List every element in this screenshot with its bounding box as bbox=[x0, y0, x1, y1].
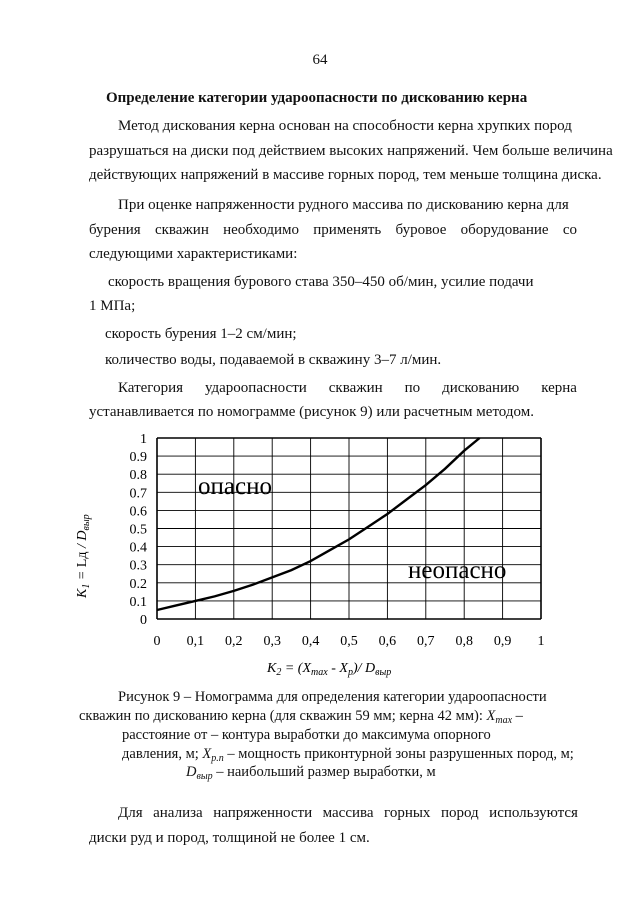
word: Для bbox=[118, 805, 143, 821]
region-label-safe: неопасно bbox=[408, 557, 507, 584]
word: буровое bbox=[395, 222, 447, 238]
section-heading: Определение категории удароопасности по дискованию керна bbox=[106, 90, 528, 106]
region-label-danger: опасно bbox=[198, 473, 272, 500]
x-tick-label: 0,3 bbox=[263, 634, 281, 649]
para4-line1 bbox=[118, 805, 578, 822]
y-tick-label: 0 bbox=[140, 613, 147, 628]
x-axis-label: $K_2 = (X_{max} - X_p)/$ $D_{выр}$ bbox=[267, 661, 392, 678]
word: скважин bbox=[328, 380, 383, 396]
para4-line2: диски руд и пород, толщиной не более 1 см. bbox=[89, 830, 370, 846]
caption-line3: расстояние от – контура выработки до максимума опорного bbox=[122, 727, 491, 743]
list-item-2: скорость бурения 1–2 см/мин; bbox=[105, 326, 297, 342]
word: керна bbox=[541, 380, 577, 396]
y-tick-label: 0.3 bbox=[129, 558, 147, 574]
y-tick-label: 0.7 bbox=[129, 486, 147, 502]
word: бурения bbox=[89, 222, 141, 238]
y-tick-label: 0.6 bbox=[129, 504, 147, 520]
page-number: 64 bbox=[312, 52, 328, 68]
caption-line5: $D_{выр}$ – наибольший размер выработки, м bbox=[186, 764, 436, 782]
para2-line3: следующими характеристиками: bbox=[89, 246, 298, 262]
word: анализа bbox=[153, 805, 203, 821]
word: оборудование bbox=[460, 222, 549, 238]
x-tick-label: 0,1 bbox=[186, 634, 205, 649]
x-tick-label: 0,7 bbox=[417, 634, 435, 649]
y-axis-label: $K_1$ = Lд / $D_{выр}$ bbox=[75, 514, 92, 598]
caption-line4: давления, м; $X_{р.п}$ – мощность приконтурной зоны разрушенных пород, м; bbox=[122, 746, 574, 764]
list-item-3: количество воды, подаваемой в скважину 3–7 л/мин. bbox=[105, 352, 442, 368]
x-tick-label: 0,4 bbox=[301, 634, 320, 649]
x-tick-label: 0,6 bbox=[378, 634, 397, 649]
y-tick-label: 0.9 bbox=[129, 450, 147, 466]
para1-line3: действующих напряжений в массиве горных пород, тем меньше толщина диска. bbox=[89, 167, 602, 183]
word: скважин bbox=[154, 222, 209, 238]
x-tick-label: 0,8 bbox=[455, 634, 473, 649]
word: дискованию bbox=[442, 380, 520, 396]
list-item-1-line1: скорость вращения бурового става 350–450 об/мин, усилие подачи bbox=[108, 274, 534, 290]
y-tick-label: 0.5 bbox=[129, 522, 147, 538]
x-tick-label: 0,5 bbox=[340, 634, 358, 649]
word: пород bbox=[440, 805, 479, 821]
y-tick-label: 0.8 bbox=[129, 468, 147, 484]
caption-line1: Рисунок 9 – Номограмма для определения категории удароопасности bbox=[118, 689, 547, 705]
x-tick-label: 0,2 bbox=[225, 634, 243, 649]
para2-line1: При оценке напряженности рудного массива по дискованию керна для bbox=[118, 197, 569, 213]
para1-line2: разрушаться на диски под действием высоких напряжений. Чем больше величина bbox=[89, 143, 613, 159]
chart-curve bbox=[157, 438, 480, 610]
x-tick-label: 1 bbox=[537, 634, 545, 649]
word: Категория bbox=[118, 380, 183, 396]
x-tick-label: 0,9 bbox=[493, 634, 512, 649]
word: необходимо bbox=[223, 222, 299, 238]
para1-line1: Метод дискования керна основан на способности керна хрупких пород bbox=[118, 118, 572, 134]
y-tick-label: 1 bbox=[140, 432, 147, 447]
y-tick-label: 0.1 bbox=[129, 594, 147, 610]
word: применять bbox=[313, 222, 382, 238]
chart-grid bbox=[157, 438, 541, 619]
y-tick-label: 0.4 bbox=[129, 540, 147, 556]
x-tick-label: 0 bbox=[153, 634, 161, 649]
word: горных bbox=[384, 805, 431, 821]
caption-line2: скважин по дискованию керна (для скважин 59 мм; керна 42 мм): $X_{max}$ – bbox=[79, 708, 523, 726]
word: используются bbox=[489, 805, 578, 821]
y-tick-label: 0.2 bbox=[129, 576, 147, 592]
word: по bbox=[404, 380, 421, 396]
word: напряженности bbox=[213, 805, 313, 821]
list-item-1-line2: 1 МПа; bbox=[89, 298, 136, 314]
para3-line2: устанавливается по номограмме (рисунок 9) или расчетным методом. bbox=[89, 404, 534, 420]
chart-ticks bbox=[130, 432, 545, 649]
word: со bbox=[562, 222, 577, 238]
word: удароопасности bbox=[204, 380, 307, 396]
word: массива bbox=[322, 805, 374, 821]
